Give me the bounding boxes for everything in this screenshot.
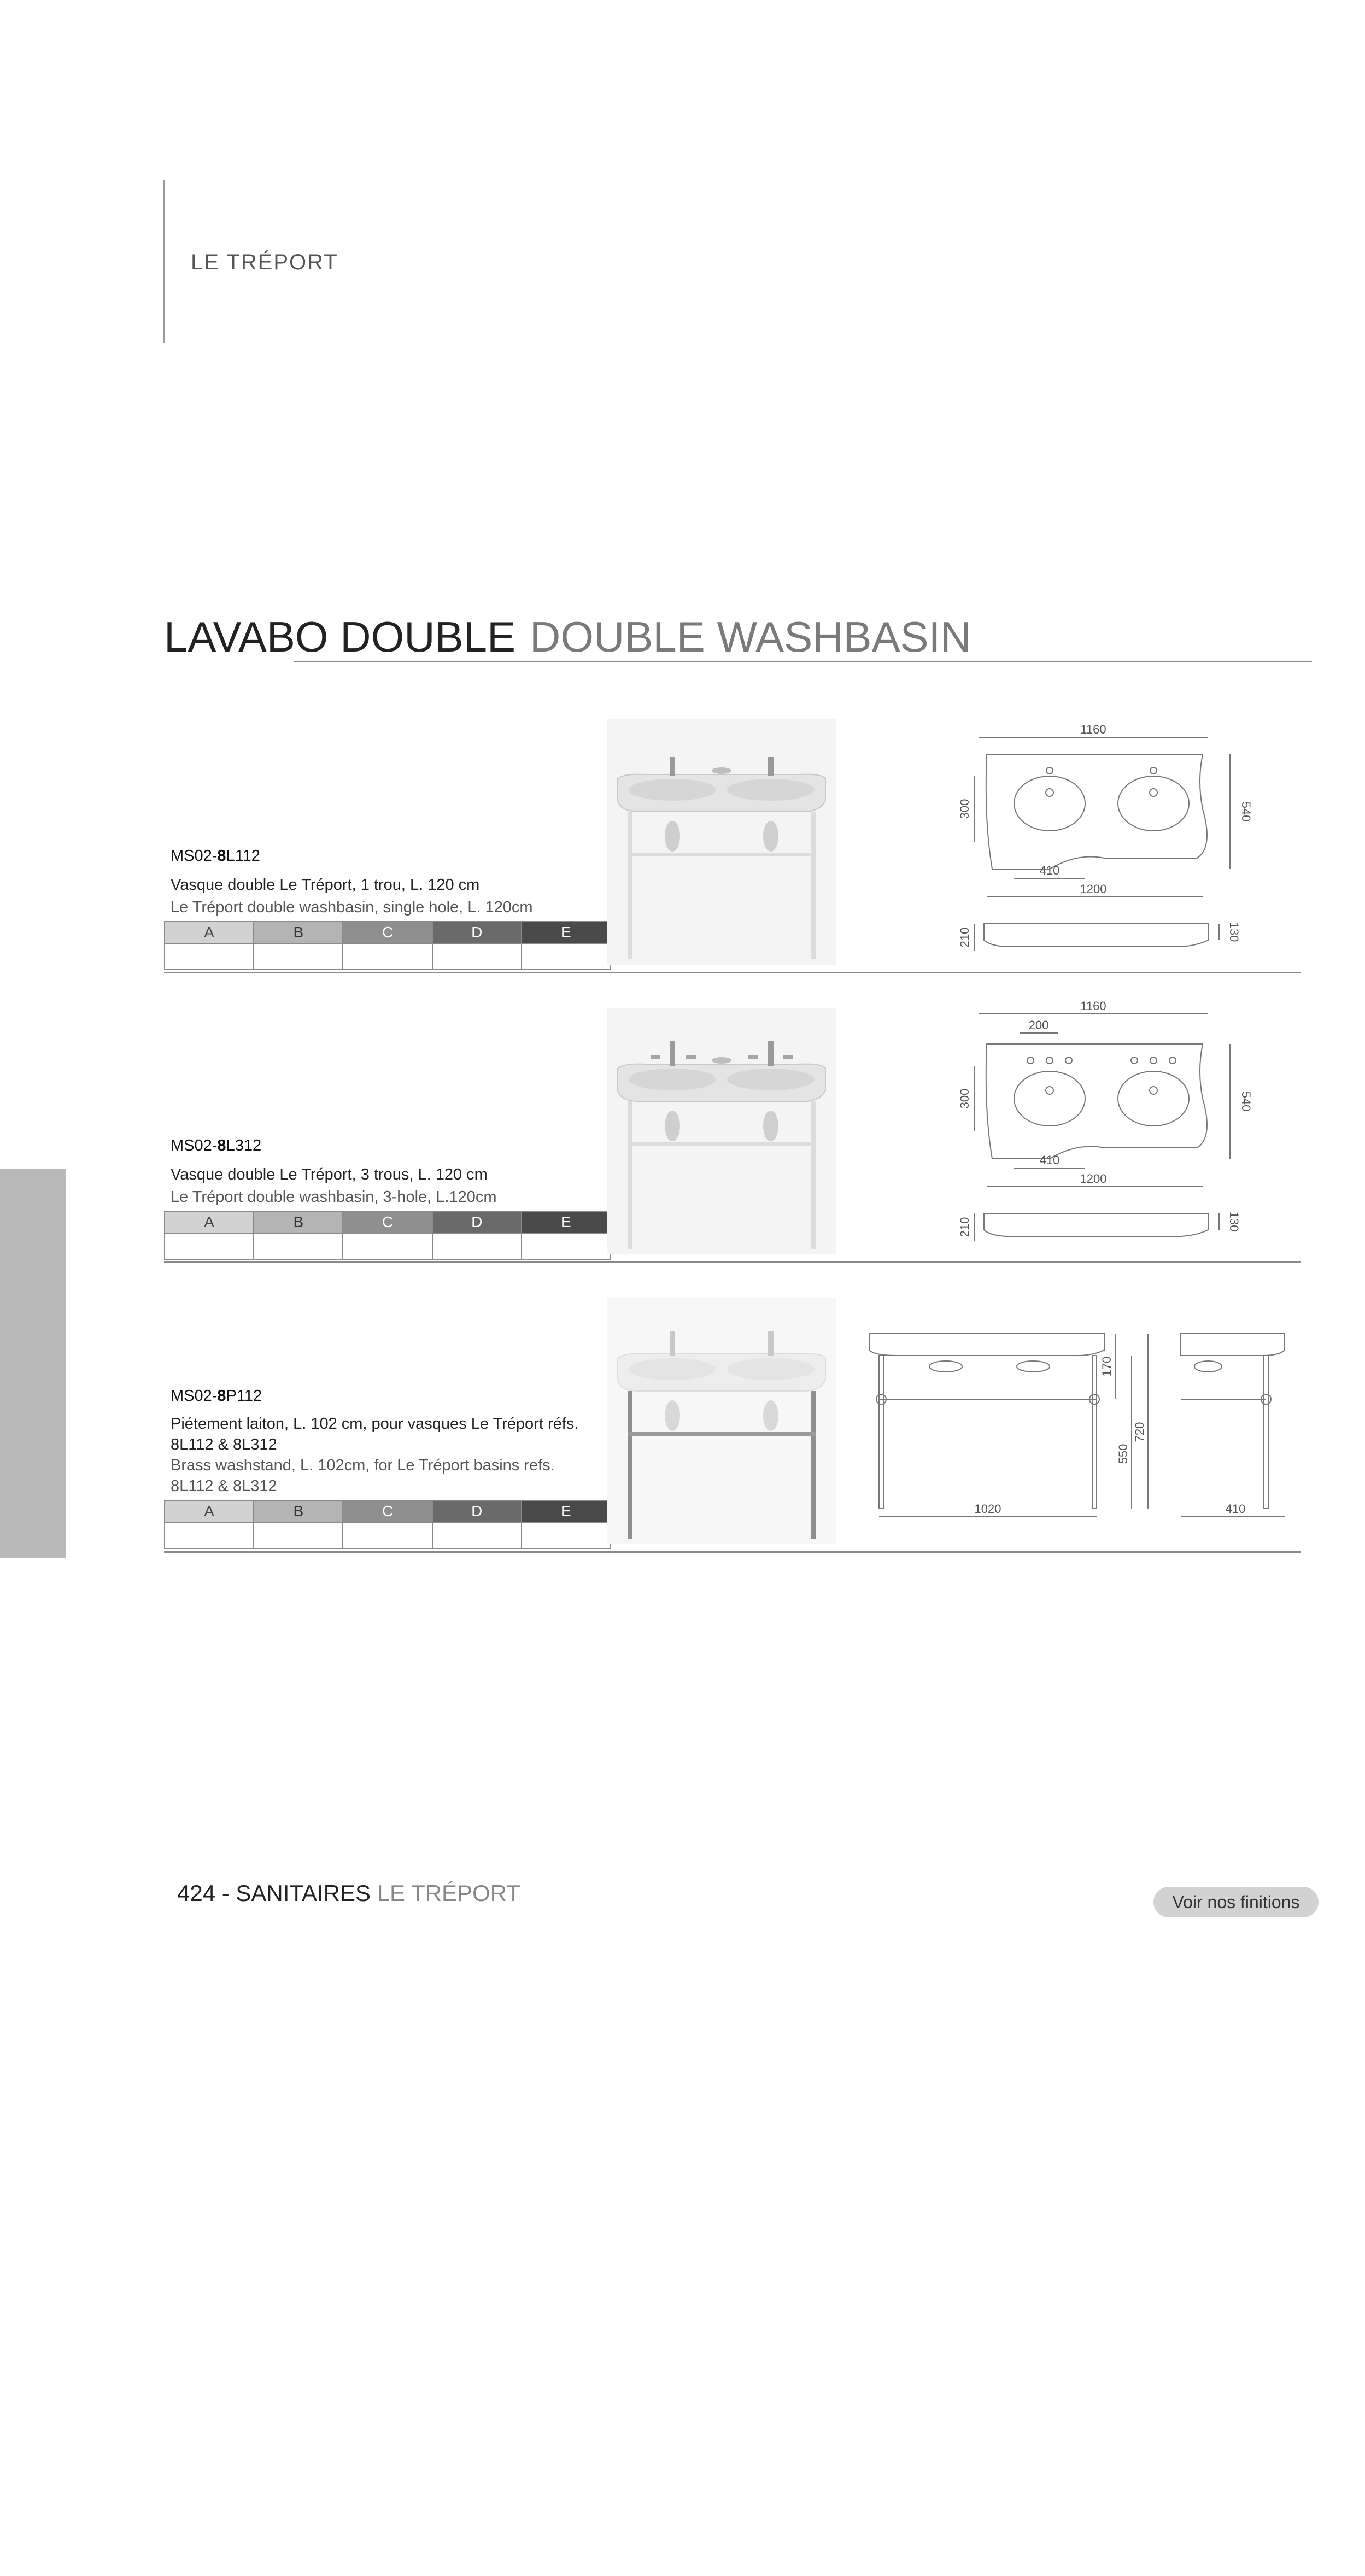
finish-table	[164, 1211, 611, 1260]
finish-c[interactable]: C	[343, 1211, 432, 1233]
dim-depth: 410	[1225, 1502, 1246, 1516]
product-desc-fr: Vasque double Le Tréport, 3 trous, L. 120 cm	[171, 1166, 488, 1183]
dim-top-width: 1160	[1080, 723, 1106, 736]
product-photo	[607, 1298, 836, 1544]
finish-b[interactable]: B	[254, 922, 343, 943]
technical-drawing	[940, 1000, 1301, 1252]
dim-rim: 130	[1227, 922, 1241, 942]
finish-a[interactable]: A	[165, 1500, 254, 1522]
dim-width: 1020	[974, 1502, 1001, 1516]
finish-table	[164, 1500, 611, 1549]
dim-leg-height: 550	[1116, 1444, 1130, 1464]
finish-a[interactable]: A	[165, 922, 254, 943]
finish-d[interactable]: D	[432, 1211, 522, 1233]
section-side-tab[interactable]	[0, 1169, 66, 2576]
collection-name: LE TRÉPORT	[191, 250, 338, 274]
dim-depth: 540	[1239, 801, 1253, 822]
product-divider	[164, 972, 1301, 973]
title-underline	[294, 661, 1312, 662]
finish-table	[164, 921, 611, 970]
finish-d[interactable]: D	[432, 922, 522, 943]
technical-drawing	[858, 1323, 1301, 1541]
dim-basin-width: 410	[1039, 864, 1060, 877]
technical-drawing	[940, 711, 1301, 962]
finish-c[interactable]: C	[343, 922, 432, 943]
finish-d[interactable]: D	[432, 1500, 522, 1522]
dim-depth: 540	[1239, 1091, 1253, 1112]
dim-hole-spacing: 200	[1028, 1018, 1049, 1032]
product-ref: MS02-8P112	[171, 1387, 262, 1405]
dim-side-height: 210	[958, 927, 971, 948]
dim-width: 1200	[1080, 1172, 1107, 1186]
product-desc-en: Le Tréport double washbasin, 3-hole, L.120cm	[171, 1188, 497, 1206]
finish-e[interactable]: E	[522, 1211, 611, 1233]
product-desc-fr: Piétement laiton, L. 102 cm, pour vasques Le Tréport réfs. 8L112 & 8L312	[171, 1415, 579, 1453]
product-ref: MS02-8L312	[171, 1137, 262, 1154]
finish-b[interactable]: B	[254, 1211, 343, 1233]
dim-rim: 130	[1227, 1211, 1241, 1232]
page-footer: 424 - SANITAIRES LE TRÉPORT	[177, 1880, 520, 1906]
product-divider	[164, 1261, 1301, 1263]
dim-basin-width: 410	[1039, 1153, 1060, 1167]
finish-e[interactable]: E	[522, 1500, 611, 1522]
product-divider	[164, 1551, 1301, 1553]
dim-top-width: 1160	[1080, 1000, 1106, 1013]
finish-a[interactable]: A	[165, 1211, 254, 1233]
finish-b[interactable]: B	[254, 1500, 343, 1522]
product-desc-fr: Vasque double Le Tréport, 1 trou, L. 120 cm	[171, 876, 480, 894]
product-ref: MS02-8L112	[171, 847, 260, 865]
product-photo	[607, 1008, 836, 1254]
product-desc-en: Brass washstand, L. 102cm, for Le Tréport basins refs. 8L112 & 8L312	[171, 1457, 555, 1495]
product-desc-en: Le Tréport double washbasin, single hole, L. 120cm	[171, 899, 533, 916]
dim-basin-depth: 300	[958, 799, 971, 819]
product-photo	[607, 719, 836, 965]
section-title-en: DOUBLE WASHBASIN	[530, 613, 971, 661]
footer-collection: LE TRÉPORT	[377, 1880, 520, 1906]
finish-c[interactable]: C	[343, 1500, 432, 1522]
side-tab-label: SANITAIRES	[22, 2450, 43, 2576]
dim-top-height: 170	[1100, 1356, 1114, 1377]
dim-basin-depth: 300	[958, 1088, 971, 1109]
section-title-fr: LAVABO DOUBLE	[164, 613, 516, 661]
see-finishes-button[interactable]: Voir nos finitions	[1153, 1887, 1319, 1917]
dim-total-height: 720	[1133, 1422, 1146, 1442]
dim-side-height: 210	[958, 1217, 971, 1237]
header-rule	[163, 180, 165, 343]
page-number: 424	[177, 1880, 216, 1906]
section-title	[164, 612, 971, 662]
finish-e[interactable]: E	[522, 922, 611, 943]
dim-width: 1200	[1080, 882, 1107, 896]
footer-section: SANITAIRES	[236, 1880, 371, 1906]
